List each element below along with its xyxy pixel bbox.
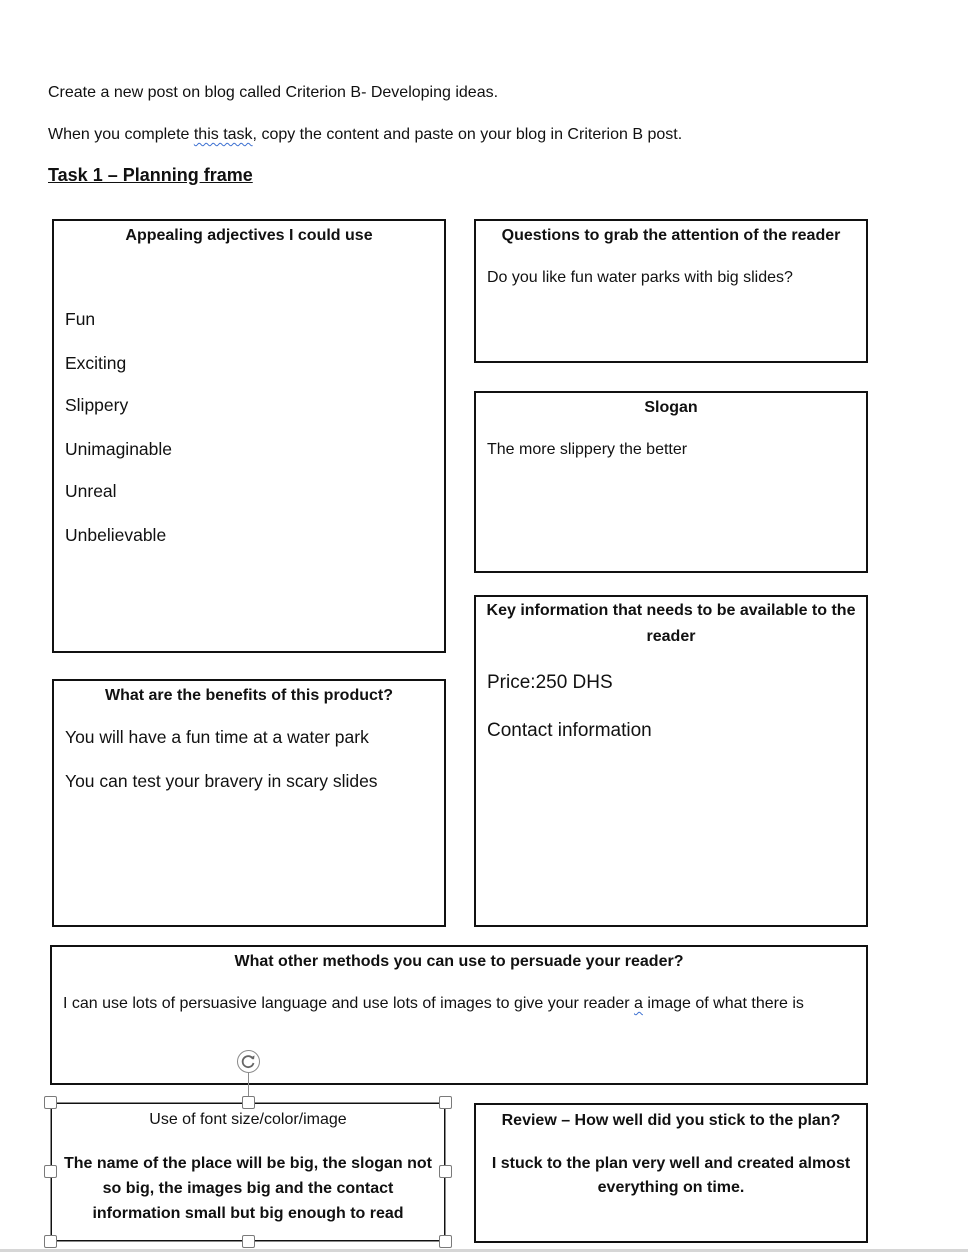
instruction-line-2 (48, 126, 682, 144)
questions-box-title: Questions to grab the attention of the reader (501, 227, 841, 244)
slogan-box-title: Slogan (644, 399, 698, 416)
instruction-line-1: Create a new post on blog called Criterion B- Developing ideas. (48, 84, 499, 101)
instruction-line-2-end: , copy the content and paste on your blog in Criterion B post. (252, 126, 683, 143)
key-info-item: Contact information (487, 720, 652, 741)
spellcheck-flag[interactable]: this task (193, 126, 253, 143)
key-info-box[interactable] (474, 595, 868, 927)
benefits-box[interactable] (52, 679, 446, 927)
resize-handle-right[interactable] (439, 1165, 452, 1178)
instruction-line-2-start: When you complete (48, 126, 194, 143)
questions-box[interactable] (474, 219, 868, 363)
adjective-item: Unreal (65, 481, 117, 501)
adjective-item: Unbelievable (65, 525, 167, 545)
resize-handle-top[interactable] (242, 1096, 255, 1109)
spellcheck-flag[interactable]: a (634, 995, 643, 1012)
slogan-box[interactable] (474, 391, 868, 573)
slogan-text: The more slippery the better (487, 441, 688, 458)
selection-frame (50, 1102, 446, 1242)
methods-text-end: image of what there is (642, 995, 804, 1012)
font-usage-line: information small but big enough to read (92, 1205, 404, 1222)
resize-handle-top-left[interactable] (44, 1096, 57, 1109)
key-info-item: Price:250 DHS (487, 672, 613, 693)
adjectives-box[interactable] (52, 219, 446, 653)
benefits-box-title: What are the benefits of this product? (104, 687, 393, 704)
rotate-handle-icon[interactable] (237, 1050, 260, 1073)
resize-handle-left[interactable] (44, 1165, 57, 1178)
benefit-item: You can test your bravery in scary slides (65, 771, 378, 791)
font-usage-line: The name of the place will be big, the slogan not (63, 1155, 433, 1172)
adjective-item: Slippery (65, 395, 129, 415)
rotate-arrow-icon (238, 1051, 259, 1072)
methods-box-title: What other methods you can use to persuade your reader? (234, 953, 684, 970)
resize-handle-bottom-left[interactable] (44, 1235, 57, 1248)
resize-handle-bottom[interactable] (242, 1235, 255, 1248)
adjectives-box-title: Appealing adjectives I could use (125, 227, 373, 244)
methods-box[interactable] (50, 945, 868, 1085)
questions-box-text: Do you like fun water parks with big slides? (487, 269, 793, 286)
adjective-item: Fun (65, 309, 96, 329)
resize-handle-bottom-right[interactable] (439, 1235, 452, 1248)
task-heading: Task 1 – Planning frame (48, 165, 253, 185)
adjective-item: Exciting (65, 353, 127, 373)
methods-text-start: I can use lots of persuasive language and use lots of images to give your reader (63, 995, 635, 1012)
resize-handle-top-right[interactable] (439, 1096, 452, 1109)
adjective-item: Unimaginable (65, 439, 173, 459)
font-usage-line: so big, the images big and the contact (102, 1180, 394, 1197)
review-line: I stuck to the plan very well and created almost (491, 1155, 851, 1172)
review-box[interactable] (474, 1103, 868, 1243)
key-info-title-line-1: Key information that needs to be available to the (486, 602, 856, 619)
benefit-item: You will have a fun time at a water park (65, 727, 369, 747)
review-line: everything on time. (597, 1179, 745, 1196)
review-box-title: Review – How well did you stick to the plan? (501, 1112, 841, 1129)
font-usage-box-title: Use of font size/color/image (149, 1111, 347, 1128)
rotate-handle-stem (248, 1073, 249, 1097)
methods-box-text (63, 995, 804, 1013)
key-info-title-line-2: reader (646, 628, 696, 645)
